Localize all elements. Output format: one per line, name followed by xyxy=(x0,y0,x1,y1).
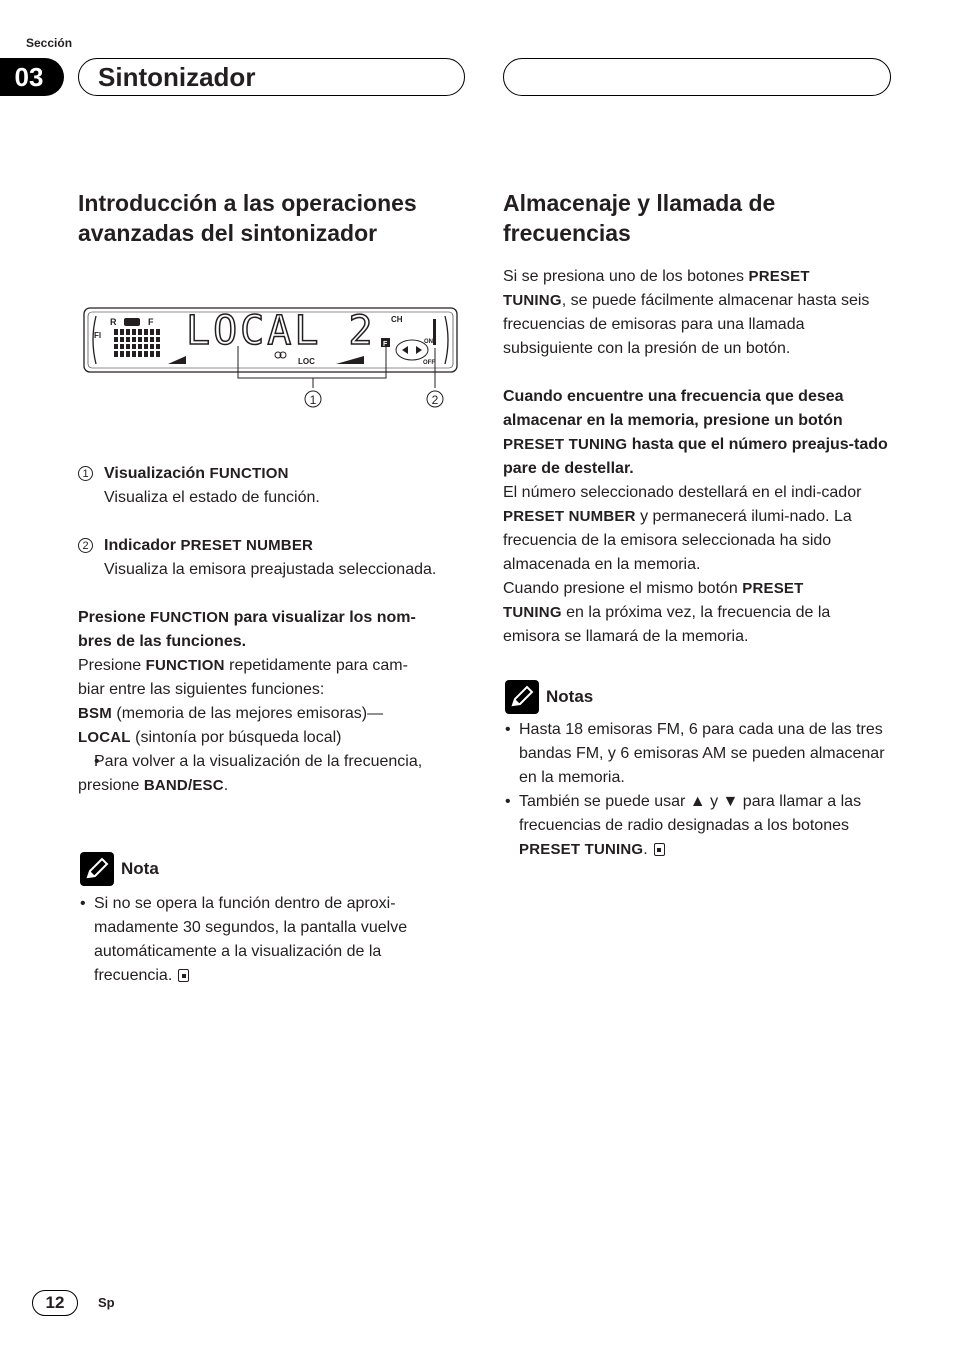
notes-bullet-1: • Hasta 18 emisoras FM, 6 para cada una de las tres bandas FM, y 6 emisoras AM se pueden almacenar en la memoria. xyxy=(505,718,891,790)
note-title: Nota xyxy=(121,859,159,878)
legend-item-1-desc: Visualiza el estado de función. xyxy=(104,489,320,506)
right-notes xyxy=(505,680,891,862)
left-note xyxy=(80,852,460,988)
legend-number-2: 2 xyxy=(78,538,93,553)
chapter-title: Sintonizador xyxy=(98,62,256,92)
r-indicator: R xyxy=(110,317,117,327)
right-heading: Almacenaje y llamada de frecuencias xyxy=(503,190,776,246)
note-bullet: • Si no se opera la función dentro de aproxi-madamente 30 segundos, la pantalla vuelve automáticamente a la visualización de la frecuencia. xyxy=(80,892,460,988)
legend-item-1 xyxy=(78,462,463,510)
ch-indicator: CH xyxy=(391,315,403,324)
down-arrow-icon: ▼ xyxy=(722,793,739,810)
legend-number-1: 1 xyxy=(78,466,93,481)
right-para-3: Cuando presione el mismo botón PRESET TUNING en la próxima vez, la frecuencia de la emisora se llamará de la memoria. xyxy=(503,580,831,645)
left-instruction: Presione FUNCTION para visualizar los nom- bres de las funciones. xyxy=(78,609,416,650)
legend-item-1-key: FUNCTION xyxy=(209,465,289,482)
page-language: Sp xyxy=(98,1295,115,1310)
up-arrow-icon: ▲ xyxy=(689,793,706,810)
on-indicator: ON xyxy=(424,339,433,345)
pencil-note-icon xyxy=(80,852,114,886)
legend-item-2-title: Indicador xyxy=(104,537,181,554)
pencil-notes-icon xyxy=(505,680,539,714)
header-empty-box xyxy=(503,58,891,96)
notes-title: Notas xyxy=(546,687,594,706)
f-indicator-top: F xyxy=(148,317,154,327)
fl-indicator: Fl xyxy=(94,331,102,340)
off-indicator: OFF xyxy=(423,360,435,366)
callout-2: 2 xyxy=(431,393,439,407)
signal-strength-icon xyxy=(168,356,364,364)
left-body-1: Presione FUNCTION repetidamente para cam- biar entre las siguientes funciones: xyxy=(78,657,408,698)
left-bullet: • Para volver a la visualización de la frecuencia, presione BAND/ESC. xyxy=(78,750,463,798)
bsm-line: BSM (memoria de las mejores emisoras)— xyxy=(78,705,384,722)
page-number: 12 xyxy=(32,1290,78,1316)
tuner-display-illustration xyxy=(78,300,463,415)
callout-1: 1 xyxy=(309,393,317,407)
local-line: LOCAL (sintonía por búsqueda local) xyxy=(78,729,342,746)
left-column-body xyxy=(78,462,463,798)
legend-item-2-key: PRESET NUMBER xyxy=(180,537,314,554)
section-number: 03 xyxy=(0,58,64,96)
loc-indicator: LOC xyxy=(298,357,315,366)
left-heading: Introducción a las operaciones avanzadas del sintonizador xyxy=(78,190,417,246)
right-instruction: Cuando encuentre una frecuencia que desea almacenar en la memoria, presione un botón PRESET TUNING hasta que el número preajus-tado pare de destellar. xyxy=(503,388,888,477)
legend-item-2 xyxy=(78,534,463,582)
notes-bullet-2: • También se puede usar ▲ y ▼ para llamar a las frecuencias de radio designadas a los botones PRESET TUNING. xyxy=(505,790,891,862)
level-meter-icon xyxy=(108,329,162,357)
preset-number-digit xyxy=(433,319,436,345)
stop-icon xyxy=(178,969,189,982)
speaker-icon xyxy=(124,318,140,326)
f-indicator: F xyxy=(383,341,388,348)
right-para-1: Si se presiona uno de los botones PRESET TUNING, se puede fácilmente almacenar hasta seis frecuencias de emisoras para una llamada subsiguiente con la presión de un botón. xyxy=(503,268,870,357)
legend-item-1-title: Visualización xyxy=(104,465,210,482)
display-main-text: LOCAL 2 xyxy=(186,308,376,354)
legend-item-2-desc: Visualiza la emisora preajustada seleccionada. xyxy=(104,561,437,578)
right-para-2: El número seleccionado destellará en el indi-cador PRESET NUMBER y permanecerá ilumi-nado. La frecuencia de la emisora seleccionada ha sido almacenada en la memoria. xyxy=(503,484,862,573)
section-label: Sección xyxy=(26,36,73,50)
stop-icon xyxy=(654,843,665,856)
chapter-title-box xyxy=(78,58,465,96)
right-column-body xyxy=(503,265,891,649)
